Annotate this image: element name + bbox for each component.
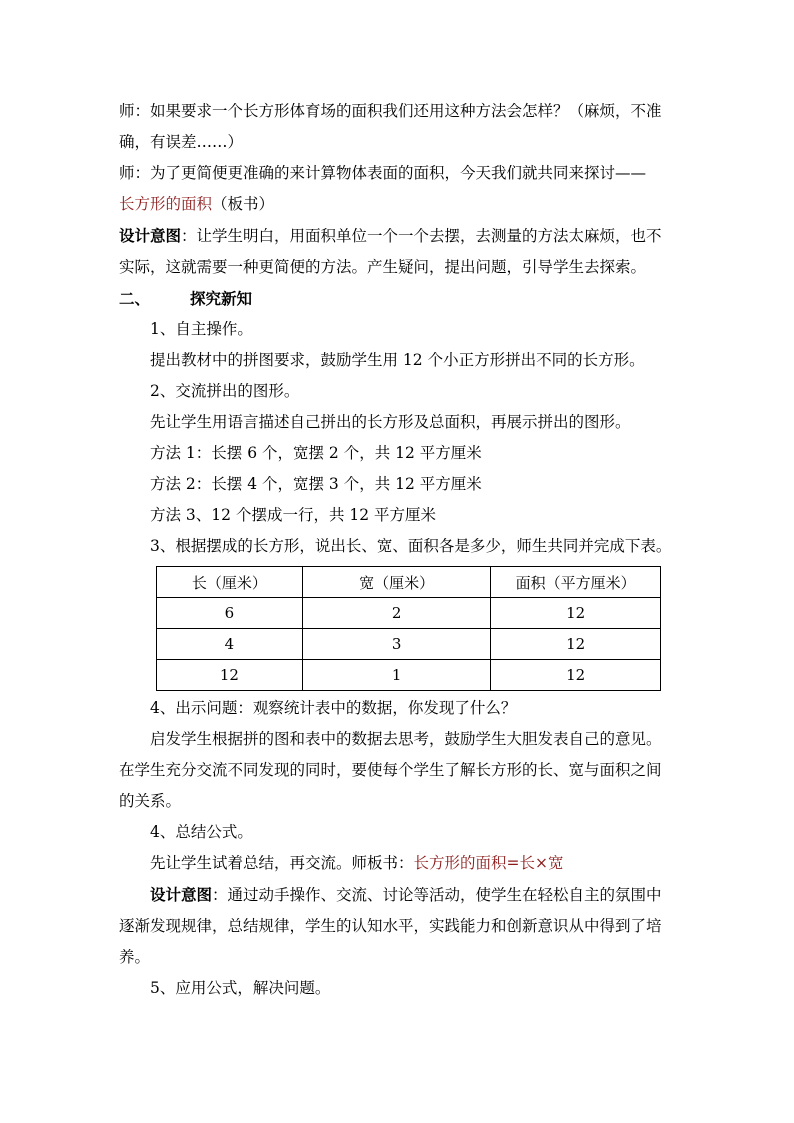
table-cell: 12 (157, 660, 303, 691)
step-1-text: 提出教材中的拼图要求，鼓励学生用 12 个小正方形拼出不同的长方形。 (150, 351, 645, 369)
intro-line-3: 师：为了更简便更准确的来计算物体表面的面积，今天我们就共同来探讨—— (119, 164, 647, 182)
formula-line (119, 848, 679, 879)
table-cell: 12 (491, 660, 661, 691)
section-heading (119, 283, 679, 314)
design-intent-text-1: ：让学生明白，用面积单位一个一个去摆，去测量的方法太麻烦，也不 (181, 227, 662, 245)
table-header: 面积（平方厘米） (491, 567, 661, 598)
table-cell: 1 (302, 660, 490, 691)
method-3: 方法 3、12 个摆成一行，共 12 平方厘米 (150, 506, 437, 524)
step-4: 4、出示问题：观察统计表中的数据，你发现了什么？ (150, 699, 517, 717)
formula: 长方形的面积=长×宽 (413, 854, 564, 872)
table-header: 宽（厘米） (302, 567, 490, 598)
design-intent-1 (119, 220, 679, 252)
design-intent-label: 设计意图 (150, 885, 213, 904)
method-1: 方法 1：长摆 6 个，宽摆 2 个，共 12 平方厘米 (150, 444, 482, 462)
section-number: 二、 (119, 289, 151, 308)
design-intent-2-line-2: 逐渐发现规律，总结规律，学生的认知水平，实践能力和创新意识从中得到了培 (119, 917, 662, 935)
table-cell: 2 (302, 598, 490, 629)
table-row (157, 660, 661, 691)
table-row (157, 598, 661, 629)
table-header-row (157, 567, 661, 598)
data-table (156, 566, 661, 691)
intro-line-2: 确，有误差……） (119, 133, 244, 151)
section-title: 探究新知 (190, 289, 253, 308)
topic-line (119, 189, 679, 220)
step-2-text: 先让学生用语言描述自己拼出的长方形及总面积，再展示拼出的图形。 (150, 413, 631, 431)
method-2: 方法 2：长摆 4 个，宽摆 3 个，共 12 平方厘米 (150, 475, 482, 493)
step-4b: 4、总结公式。 (150, 823, 253, 841)
table-header: 长（厘米） (157, 567, 303, 598)
step-5: 5、应用公式，解决问题。 (150, 979, 331, 997)
table-cell: 4 (157, 629, 303, 660)
paragraph-line-2: 在学生充分交流不同发现的同时，要使每个学生了解长方形的长、宽与面积之间 (119, 761, 662, 779)
topic-title: 长方形的面积 (119, 195, 213, 213)
paragraph-line-3: 的关系。 (119, 792, 182, 810)
document-content (119, 96, 679, 1004)
table-cell: 6 (157, 598, 303, 629)
table-row (157, 629, 661, 660)
step-2: 2、交流拼出的图形。 (150, 382, 300, 400)
intro-line-1: 师：如果要求一个长方形体育场的面积我们还用这种方法会怎样？（麻烦，不准 (119, 102, 662, 120)
design-intent-label: 设计意图 (119, 226, 182, 245)
table-cell: 12 (491, 598, 661, 629)
step-3: 3、根据摆成的长方形，说出长、宽、面积各是多少，师生共同并完成下表。 (150, 537, 672, 555)
design-intent-text-2: ：通过动手操作、交流、讨论等活动，使学生在轻松自主的氛围中 (212, 886, 662, 904)
design-intent-2-line-3: 养。 (119, 948, 151, 966)
design-intent-1-line-2: 实际，这就需要一种更简便的方法。产生疑问，提出问题，引导学生去探索。 (119, 258, 647, 276)
topic-note: （板书） (212, 195, 275, 213)
paragraph-line-1: 启发学生根据拼的图和表中的数据去思考，鼓励学生大胆发表自己的意见。 (150, 730, 662, 748)
design-intent-2 (119, 879, 679, 911)
step-1: 1、自主操作。 (150, 320, 253, 338)
formula-prefix: 先让学生试着总结，再交流。师板书： (150, 854, 414, 872)
table-cell: 3 (302, 629, 490, 660)
table-cell: 12 (491, 629, 661, 660)
